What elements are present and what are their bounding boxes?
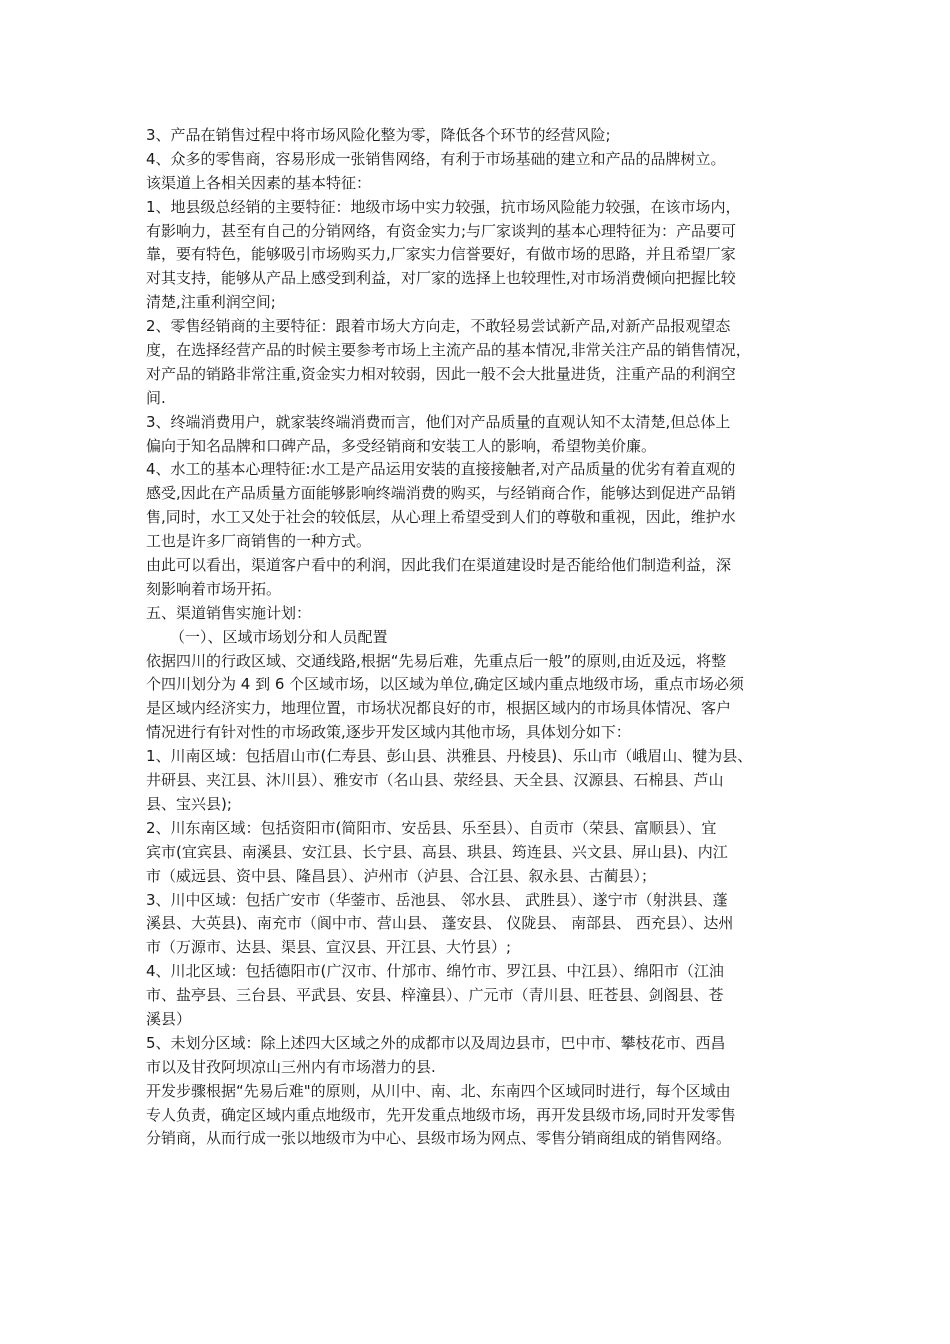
- text-line: 是区域内经济实力，地理位置，市场状况都良好的市，根据区域内的市场具体情况、客户: [146, 699, 732, 718]
- text-line: 3、川中区域：包括广安市（华蓥市、岳池县、 邻水县、 武胜县）、遂宁市（射洪县、蓬: [146, 890, 728, 909]
- text-line: 4、川北区域：包括德阳市(广汉市、什邡市、绵竹市、罗江县、中江县）、绵阳市（江油: [146, 962, 724, 981]
- text-line: 售,同时，水工又处于社会的较低层，从心理上希望受到人们的尊敬和重视，因此，维护水: [146, 508, 736, 527]
- text-line: 2、川东南区域：包括资阳市(简阳市、安岳县、乐至县）、自贡市（荣县、富顺县）、宜: [146, 818, 717, 837]
- text-line: 1、地县级总经销的主要特征：地级市场中实力较强，抗市场风险能力较强，在该市场内，: [146, 197, 741, 216]
- text-line: 1、川南区域：包括眉山市(仁寿县、彭山县、洪雅县、丹棱县)、乐山市（峨眉山、犍为县、: [146, 747, 753, 766]
- text-line: 4、水工的基本心理特征:水工是产品运用安装的直接接触者,对产品质量的优劣有着直观的: [146, 460, 736, 479]
- subsection-heading: （一）、区域市场划分和人员配置: [170, 627, 388, 646]
- text-line: 该渠道上各相关因素的基本特征：: [146, 173, 372, 192]
- text-line: 由此可以看出，渠道客户看中的利润，因此我们在渠道建设时是否能给他们制造利益，深: [146, 556, 732, 575]
- text-line: 县、宝兴县);: [146, 794, 232, 813]
- text-line: 3、产品在销售过程中将市场风险化整为零，降低各个环节的经营风险;: [146, 126, 611, 144]
- text-line: 有影响力，甚至有自己的分销网络，有资金实力;与厂家谈判的基本心理特征为：产品要可: [146, 221, 737, 240]
- text-line: 刻影响着市场开拓。: [146, 579, 282, 598]
- text-line: 对其支持，能够从产品上感受到利益，对厂家的选择上也较理性,对市场消费倾向把握比较: [146, 269, 736, 288]
- text-line: 清楚,注重利润空间;: [146, 293, 276, 312]
- text-line: 感受,因此在产品质量方面能够影响终端消费的购买，与经销商合作，能够达到促进产品销: [146, 484, 736, 503]
- text-line: 井研县、夹江县、沐川县）、雅安市（名山县、荥经县、天全县、汉源县、石棉县、芦山: [146, 771, 724, 790]
- text-line: 专人负责，确定区域内重点地级市，先开发重点地级市场，再开发县级市场,同时开发零售: [146, 1105, 736, 1124]
- text-line: 市、盐亭县、三台县、平武县、安县、梓潼县）、广元市（青川县、旺苍县、剑阁县、苍: [146, 986, 724, 1005]
- text-line: 间.: [146, 388, 166, 407]
- text-line: 市（万源市、达县、渠县、宣汉县、开江县、大竹县）;: [146, 938, 512, 957]
- text-line: 市（威远县、资中县、隆昌县）、泸州市（泸县、合江县、叙永县、古蔺县）；: [146, 866, 657, 885]
- text-line: 工也是许多厂商销售的一种方式。: [146, 532, 372, 551]
- text-line: 情况进行有针对性的市场政策,逐步开发区域内其他市场，具体划分如下：: [146, 723, 631, 742]
- text-line: 个四川划分为 4 到 6 个区域市场，以区域为单位,确定区域内重点地级市场，重点市场必须: [146, 675, 744, 694]
- text-line: 3、终端消费用户，就家装终端消费而言，他们对产品质量的直观认知不太清楚,但总体上: [146, 412, 731, 431]
- text-line: 宾市(宜宾县、南溪县、安江县、长宁县、高县、珙县、筠连县、兴文县、屏山县)、内江: [146, 842, 728, 861]
- text-line: 4、众多的零售商，容易形成一张销售网络，有利于市场基础的建立和产品的品牌树立。: [146, 149, 726, 168]
- text-line: 分销商，从而行成一张以地级市为中心、县级市场为网点、零售分销商组成的销售网络。: [146, 1129, 732, 1148]
- text-line: 市以及甘孜阿坝凉山三州内有市场潜力的县.: [146, 1057, 436, 1076]
- text-line: 依据四川的行政区域、交通线路,根据“先易后难，先重点后一般”的原则,由近及远，将整: [146, 651, 727, 670]
- text-line: 偏向于知名品牌和口碑产品，多受经销商和安装工人的影响，希望物美价廉。: [146, 436, 657, 455]
- text-line: 对产品的销路非常注重,资金实力相对较弱，因此一般不会大批量进货，注重产品的利润空: [146, 364, 736, 383]
- text-line: 5、未划分区域：除上述四大区域之外的成都市以及周边县市，巴中市、攀枝花市、西昌: [146, 1033, 726, 1052]
- text-line: 2、零售经销商的主要特征：跟着市场大方向走，不敢轻易尝试新产品,对新产品报观望态: [146, 317, 731, 336]
- section-heading: 五、渠道销售实施计划：: [146, 603, 312, 622]
- text-line: 度，在选择经营产品的时候主要参考市场上主流产品的基本情况,非常关注产品的销售情况，: [146, 341, 751, 360]
- text-line: 溪县）: [146, 1009, 192, 1028]
- text-line: 开发步骤根据“先易后难"的原则，从川中、南、北、东南四个区域同时进行，每个区域由: [146, 1081, 731, 1100]
- text-line: 溪县、大英县)、南充市（阆中市、营山县、 蓬安县、 仪陇县、 南部县、 西充县）、达州: [146, 914, 734, 933]
- text-line: 靠，要有特色，能够吸引市场购买力,厂家实力信誉要好，有做市场的思路，并且希望厂家: [146, 245, 736, 264]
- document-body: [146, 124, 816, 1151]
